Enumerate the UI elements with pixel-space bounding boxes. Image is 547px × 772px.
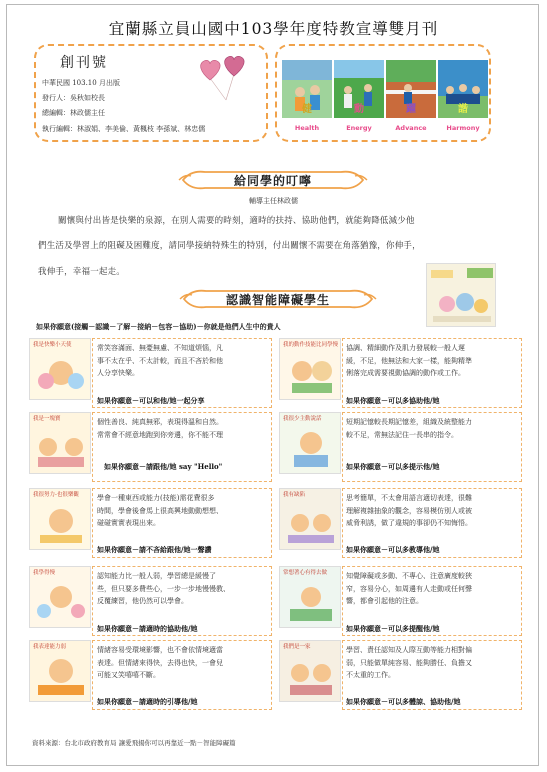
section1-heading: 給同學的叮嚀 (233, 174, 312, 188)
card-1-line-2: 事不太在乎、不太計較，而且不吝於和他 (97, 356, 223, 365)
card-9-line-2: 表達。但情緒來得快，去得也快，一會兒 (97, 658, 223, 667)
issue-name: 創刊號 (60, 55, 108, 71)
card-4-line-1: 短期記憶較長期記憶差，組織及統整能力 (346, 418, 472, 426)
card-5-line-1: 學會一種東西或能力(技能)需花費很多 (97, 494, 215, 502)
card-4-text (346, 416, 516, 441)
svg-text:健: 健 (302, 104, 312, 115)
card-5-text (97, 492, 267, 530)
card-2-line-3: 俐落完成需要視動協調的動作或工作。 (346, 369, 465, 377)
card-8-line-3: 響，都會引起他的注意。 (346, 597, 423, 605)
card-8-text (346, 570, 516, 608)
svg-text:諧: 諧 (458, 104, 468, 115)
card-5-line-2: 時間，學會後會馬上很高興地動動想想、 (97, 506, 223, 515)
card-1-text (97, 342, 267, 380)
card-9-answer: 如果你願意－請適時的引導他/她 (97, 697, 198, 706)
card-10-line-1: 學習、責任認知及人際互動等能力相對偏 (346, 646, 472, 654)
card-8-answer: 如果你願意－可以多提醒他/她 (346, 624, 440, 633)
card-6-line-2: 理解複雜抽象的觀念，容易模仿別人或被 (346, 506, 472, 515)
card-9-picture-caption: 我表達能力弱 (33, 644, 67, 650)
card-3-line-1: 個性善良、純真無邪，表現得溫和自然。 (97, 418, 223, 426)
card-2-line-2: 緩，不足，他無法和大家一樣，能夠精準 (346, 356, 472, 365)
card-2-picture-caption: 我的動作技能比同學慢 (283, 342, 339, 348)
card-7-text (97, 570, 267, 608)
card-4-line-2: 較不足，常無法記住一長串的指令。 (346, 430, 458, 439)
card-10-text (346, 644, 516, 682)
card-10-picture-caption: 我們是一家 (283, 644, 311, 650)
card-2-answer: 如果你願意－可以多協助他/她 (346, 396, 440, 405)
section1-author: 輔導主任林政儒 (249, 197, 298, 205)
photo-label-health: Health (294, 124, 320, 132)
card-7-line-3: 反覆練習，他仍然可以學會。 (97, 597, 188, 605)
card-2-text (346, 342, 516, 380)
card-5-answer: 如果你願意－請不吝給跟他/她一聲讚 (97, 545, 212, 554)
card-10-line-2: 弱，只能做單純容易、能夠勝任、負擔又 (346, 658, 472, 667)
photo-label-harmony: Harmony (446, 124, 480, 132)
photo-health (282, 60, 332, 118)
issue-chief-editor: 總編輯：林政儒主任 (42, 109, 105, 117)
flyer-image (426, 263, 496, 327)
card-3-text (97, 416, 267, 441)
photo-energy (334, 60, 384, 118)
card-7-line-1: 認知能力比一般人弱，學習總是緩慢了 (97, 572, 216, 580)
card-1-answer: 如果你願意－可以和他/她一起分享 (97, 396, 205, 405)
issue-editors: 執行編輯：林淑娟、李美倫、黃楓枝 李孫斌、林忠儒 (42, 125, 206, 133)
card-9-line-3: 可能又笑嘻嘻不斷。 (97, 671, 160, 679)
card-3-line-2: 常常會不經意地跑到你旁邊，你不能不理 (97, 430, 223, 439)
card-7-line-2: 些，但只要多費些心，一步一步地慢慢教、 (97, 584, 230, 593)
card-7-picture-caption: 我學得慢 (33, 570, 56, 576)
card-2-line-1: 協調、精細動作及肌力發展較一般人遲 (346, 344, 465, 352)
card-9-text (97, 644, 267, 682)
card-10-line-3: 不太重的工作。 (346, 671, 395, 679)
photo-label-advance: Advance (395, 124, 427, 132)
card-4-picture-caption: 我很少主動說話 (283, 416, 322, 422)
card-1-picture-caption: 我是快樂小天使 (33, 342, 72, 348)
card-10-answer: 如果你願意－可以多體諒、協助他/她 (346, 697, 461, 706)
svg-text:動: 動 (354, 104, 364, 115)
issue-date: 中華民國 103.10 月出版 (42, 79, 120, 87)
heart-balloons-icon (196, 54, 248, 102)
section1-paragraph-line-1: 關懷與付出皆是快樂的泉源，在別人需要的時刻，適時的扶持、協助他們，就能夠降低減少他 (58, 216, 415, 226)
card-1-line-3: 人分享快樂。 (97, 369, 139, 377)
svg-text:躍: 躍 (406, 104, 416, 115)
photo-harmony (438, 60, 488, 118)
photo-advance (386, 60, 436, 118)
card-8-line-2: 窄，容易分心，如周邊有人走動或任何聲 (346, 584, 472, 593)
card-4-answer: 如果你願意－可以多提示他/她 (346, 462, 440, 471)
card-9-line-1: 情緒容易受環境影響，也不會依情境適當 (97, 646, 223, 654)
page-title: 宜蘭縣立員山國中103學年度特教宣導雙月刊 (108, 20, 439, 38)
card-5-line-3: 碰碰實實表現出來。 (97, 519, 160, 527)
card-6-line-3: 威脅利誘，做了違規的事卻仍不知悔悟。 (346, 519, 472, 527)
card-6-picture-caption: 我有缺陷 (283, 492, 306, 498)
section2-heading: 認識智能障礙學生 (225, 293, 330, 307)
card-8-picture-caption: 常想著心有得去做 (283, 570, 328, 576)
section1-paragraph-line-2: 們生活及學習上的阻礙及困難度，請同學接納特殊生的特別，付出關懷不需要在角落猶豫，你伸手， (38, 241, 421, 251)
card-5-picture-caption: 我很努力-也很樂觀 (33, 492, 79, 498)
photo-label-energy: Energy (346, 124, 372, 132)
issue-publisher: 發行人：吳秋如校長 (42, 94, 105, 102)
section2-intro: 如果你願意(接觸－認識－了解－接納－包容－協助)－你就是他們人生中的貴人 (36, 322, 281, 331)
card-8-line-1: 知覺障礙或多動、不專心、注意廣度較狹 (346, 572, 472, 580)
card-3-answer: 如果你願意－請跟他/她 say "Hello" (104, 462, 223, 471)
card-3-picture-caption: 我是一塊寶 (33, 416, 61, 422)
card-6-text (346, 492, 516, 530)
card-7-answer: 如果你願意－請適時的協助他/她 (97, 624, 198, 633)
card-6-answer: 如果你願意－可以多教導他/她 (346, 545, 440, 554)
source-footer: 資料來源：台北市政府教育局 讓愛飛揚你可以再靠近一點－智能障礙篇 (32, 739, 236, 747)
card-1-line-1: 常笑容滿面、無憂無慮、不知道煩惱，凡 (97, 344, 223, 352)
section1-paragraph-line-3: 我伸手，幸福一起走。 (38, 267, 126, 277)
card-6-line-1: 思考簡單，不太會用語言適切表達，很難 (346, 494, 472, 502)
